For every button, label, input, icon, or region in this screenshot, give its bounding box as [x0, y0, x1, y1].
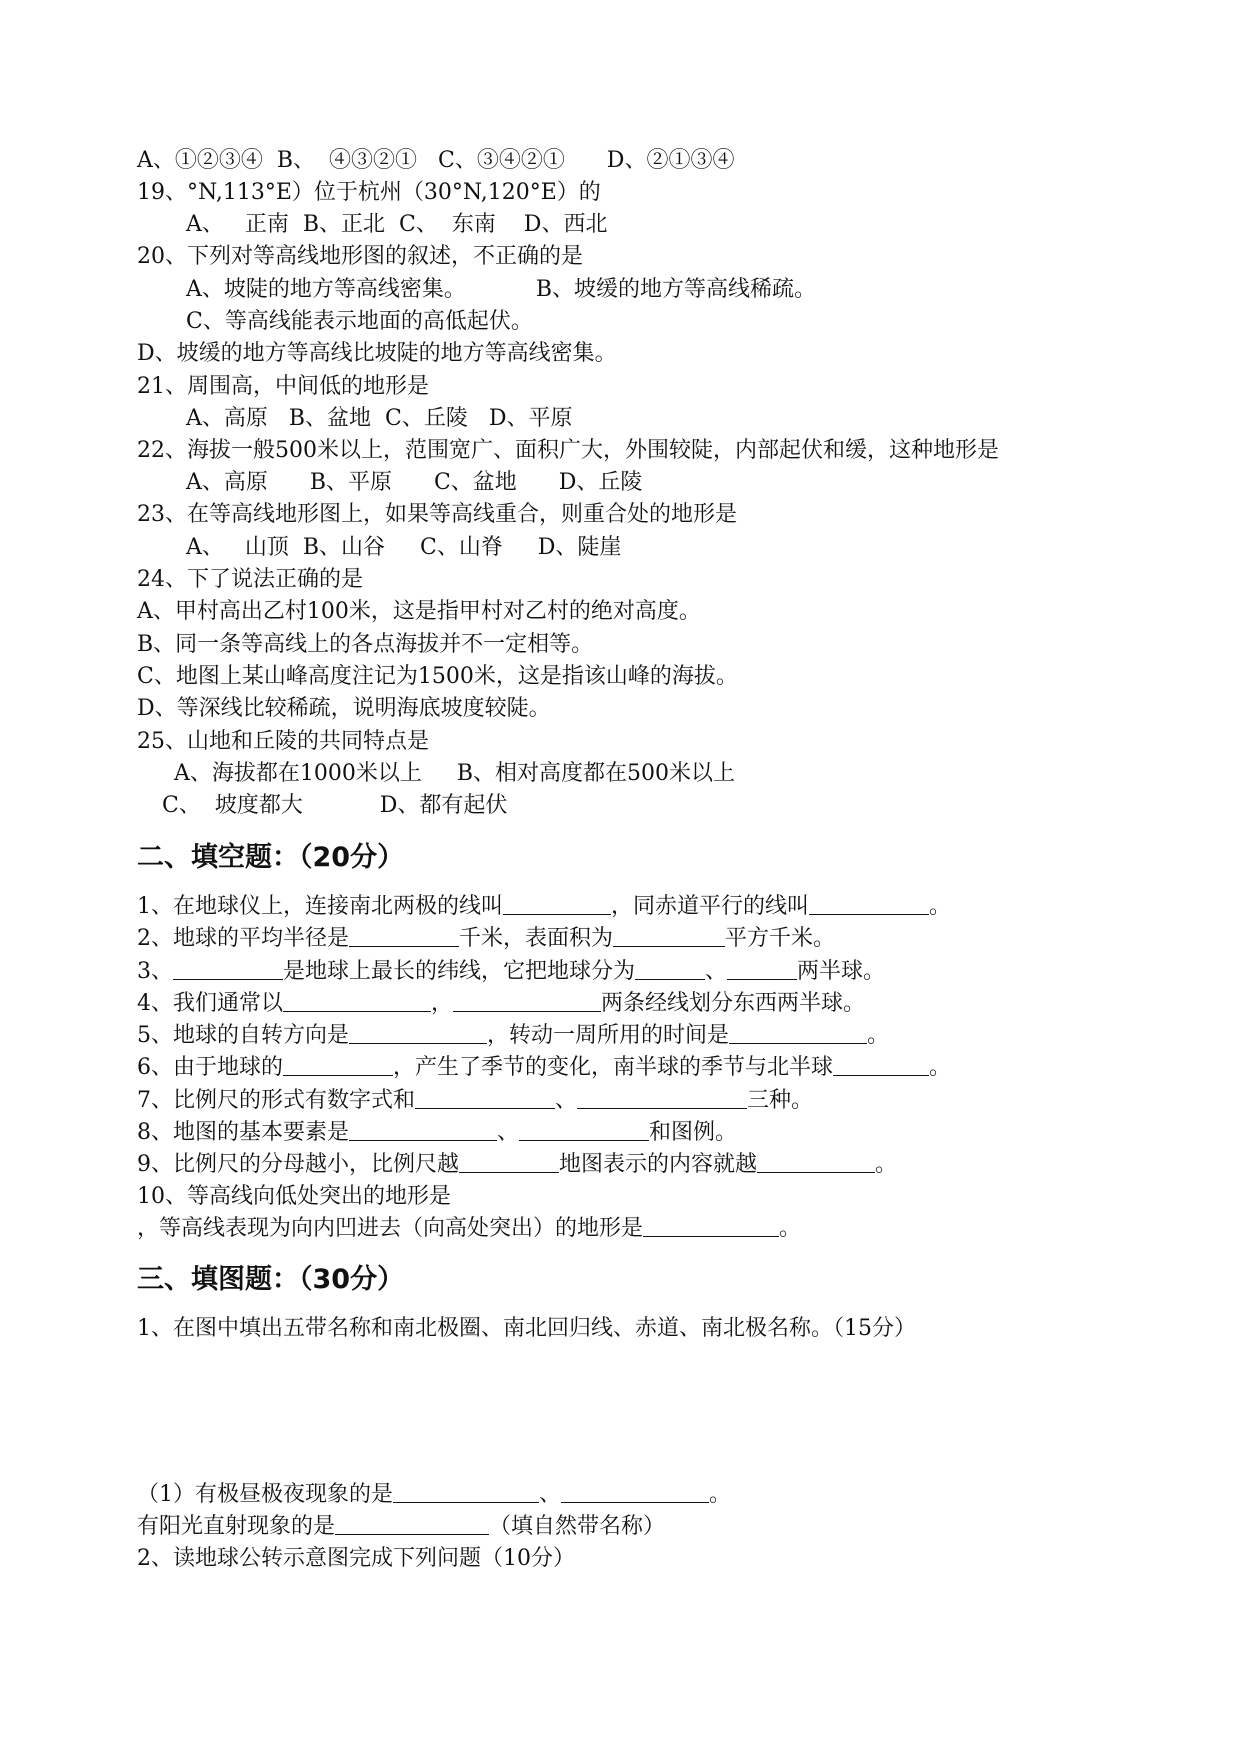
map-section-heading: 三、填图题：（30分）	[137, 1264, 405, 1295]
q22-options: A、高原 B、平原 C、盆地 D、丘陵	[186, 470, 643, 495]
blank[interactable]	[503, 892, 611, 915]
fill-q2: 2、地球的平均半径是 千米，表面积为 平方千米。	[137, 926, 836, 951]
q18-options: A、①②③④ B、 ④③②① C、③④②① D、②①③④	[137, 148, 735, 173]
q25-stem: 25、山地和丘陵的共同特点是	[137, 729, 429, 754]
blank[interactable]	[577, 1086, 747, 1109]
blank[interactable]	[349, 924, 459, 947]
q20-options-ab: A、坡陡的地方等高线密集。 B、坡缓的地方等高线稀疏。	[186, 277, 816, 302]
blank[interactable]	[613, 924, 725, 947]
map-q2: 2、读地球公转示意图完成下列问题（10分）	[137, 1546, 575, 1571]
blank[interactable]	[453, 989, 601, 1012]
blank[interactable]	[283, 1053, 393, 1076]
blank[interactable]	[173, 957, 283, 980]
q20-option-d: D、坡缓的地方等高线比坡陡的地方等高线密集。	[137, 341, 617, 366]
blank[interactable]	[415, 1086, 555, 1109]
blank[interactable]	[393, 1480, 539, 1503]
map-q1-sub2: 有阳光直射现象的是 （填自然带名称）	[137, 1514, 666, 1539]
blank[interactable]	[561, 1480, 709, 1503]
q23-options: A、 山顶 B、山谷 C、山脊 D、陡崖	[186, 535, 622, 560]
blank[interactable]	[283, 989, 431, 1012]
blank[interactable]	[833, 1053, 929, 1076]
fill-q10: 10、等高线向低处突出的地形是	[137, 1184, 451, 1209]
map-q1: 1、在图中填出五带名称和南北极圈、南北回归线、赤道、南北极名称。（15分）	[137, 1316, 916, 1341]
blank[interactable]	[519, 1118, 649, 1141]
blank[interactable]	[727, 957, 797, 980]
q25-options-cd: C、 坡度都大 D、都有起伏	[162, 793, 508, 818]
q23-stem: 23、在等高线地形图上，如果等高线重合，则重合处的地形是	[137, 502, 737, 527]
fill-q3: 3、 是地球上最长的纬线，它把地球分为 、 两半球。	[137, 959, 886, 984]
blank[interactable]	[729, 1021, 867, 1044]
q24-option-b: B、同一条等高线上的各点海拔并不一定相等。	[137, 632, 594, 657]
blank[interactable]	[635, 957, 705, 980]
q21-stem: 21、周围高，中间低的地形是	[137, 374, 429, 399]
q22-stem: 22、海拔一般500米以上，范围宽广、面积广大，外围较陡，内部起伏和缓，这种地形是	[137, 438, 999, 463]
blank[interactable]	[757, 1150, 875, 1173]
q24-option-c: C、地图上某山峰高度注记为1500米，这是指该山峰的海拔。	[137, 664, 738, 689]
fill-q9: 9、比例尺的分母越小，比例尺越 地图表示的内容就越 。	[137, 1152, 898, 1177]
fill-q4: 4、我们通常以 ， 两条经线划分东西两半球。	[137, 991, 866, 1016]
fill-q6: 6、由于地球的 ，产生了季节的变化，南半球的季节与北半球 。	[137, 1055, 952, 1080]
map-q1-sub1: （1）有极昼极夜现象的是 、 。	[137, 1482, 732, 1507]
fill-q8: 8、地图的基本要素是 、 和图例。	[137, 1120, 738, 1145]
q24-stem: 24、下了说法正确的是	[137, 567, 363, 592]
blank[interactable]	[809, 892, 929, 915]
blank[interactable]	[335, 1512, 489, 1535]
q25-options-ab: A、海拔都在1000米以上 B、相对高度都在500米以上	[174, 761, 736, 786]
fill-section-heading: 二、填空题：（20分）	[137, 842, 405, 873]
q24-option-d: D、等深线比较稀疏，说明海底坡度较陡。	[137, 696, 551, 721]
q19-stem: 19、°N,113°E）位于杭州（30°N,120°E）的	[137, 180, 601, 205]
q20-stem: 20、下列对等高线地形图的叙述，不正确的是	[137, 244, 583, 269]
fill-q1: 1、在地球仪上，连接南北两极的线叫 ，同赤道平行的线叫 。	[137, 894, 952, 919]
blank[interactable]	[643, 1214, 779, 1237]
q24-option-a: A、甲村高出乙村100米，这是指甲村对乙村的绝对高度。	[137, 599, 701, 624]
q20-option-c: C、等高线能表示地面的高低起伏。	[186, 309, 533, 334]
blank[interactable]	[459, 1150, 559, 1173]
blank[interactable]	[349, 1118, 497, 1141]
blank[interactable]	[349, 1021, 487, 1044]
fill-q5: 5、地球的自转方向是 ，转动一周所用的时间是 。	[137, 1023, 890, 1048]
q21-options: A、高原 B、盆地 C、丘陵 D、平原	[186, 406, 573, 431]
fill-q7: 7、比例尺的形式有数字式和 、 三种。	[137, 1088, 814, 1113]
fill-q10-cont: ，等高线表现为向内凹进去（向高处突出）的地形是 。	[137, 1216, 802, 1241]
q19-options: A、 正南 B、正北 C、 东南 D、西北	[186, 212, 608, 237]
